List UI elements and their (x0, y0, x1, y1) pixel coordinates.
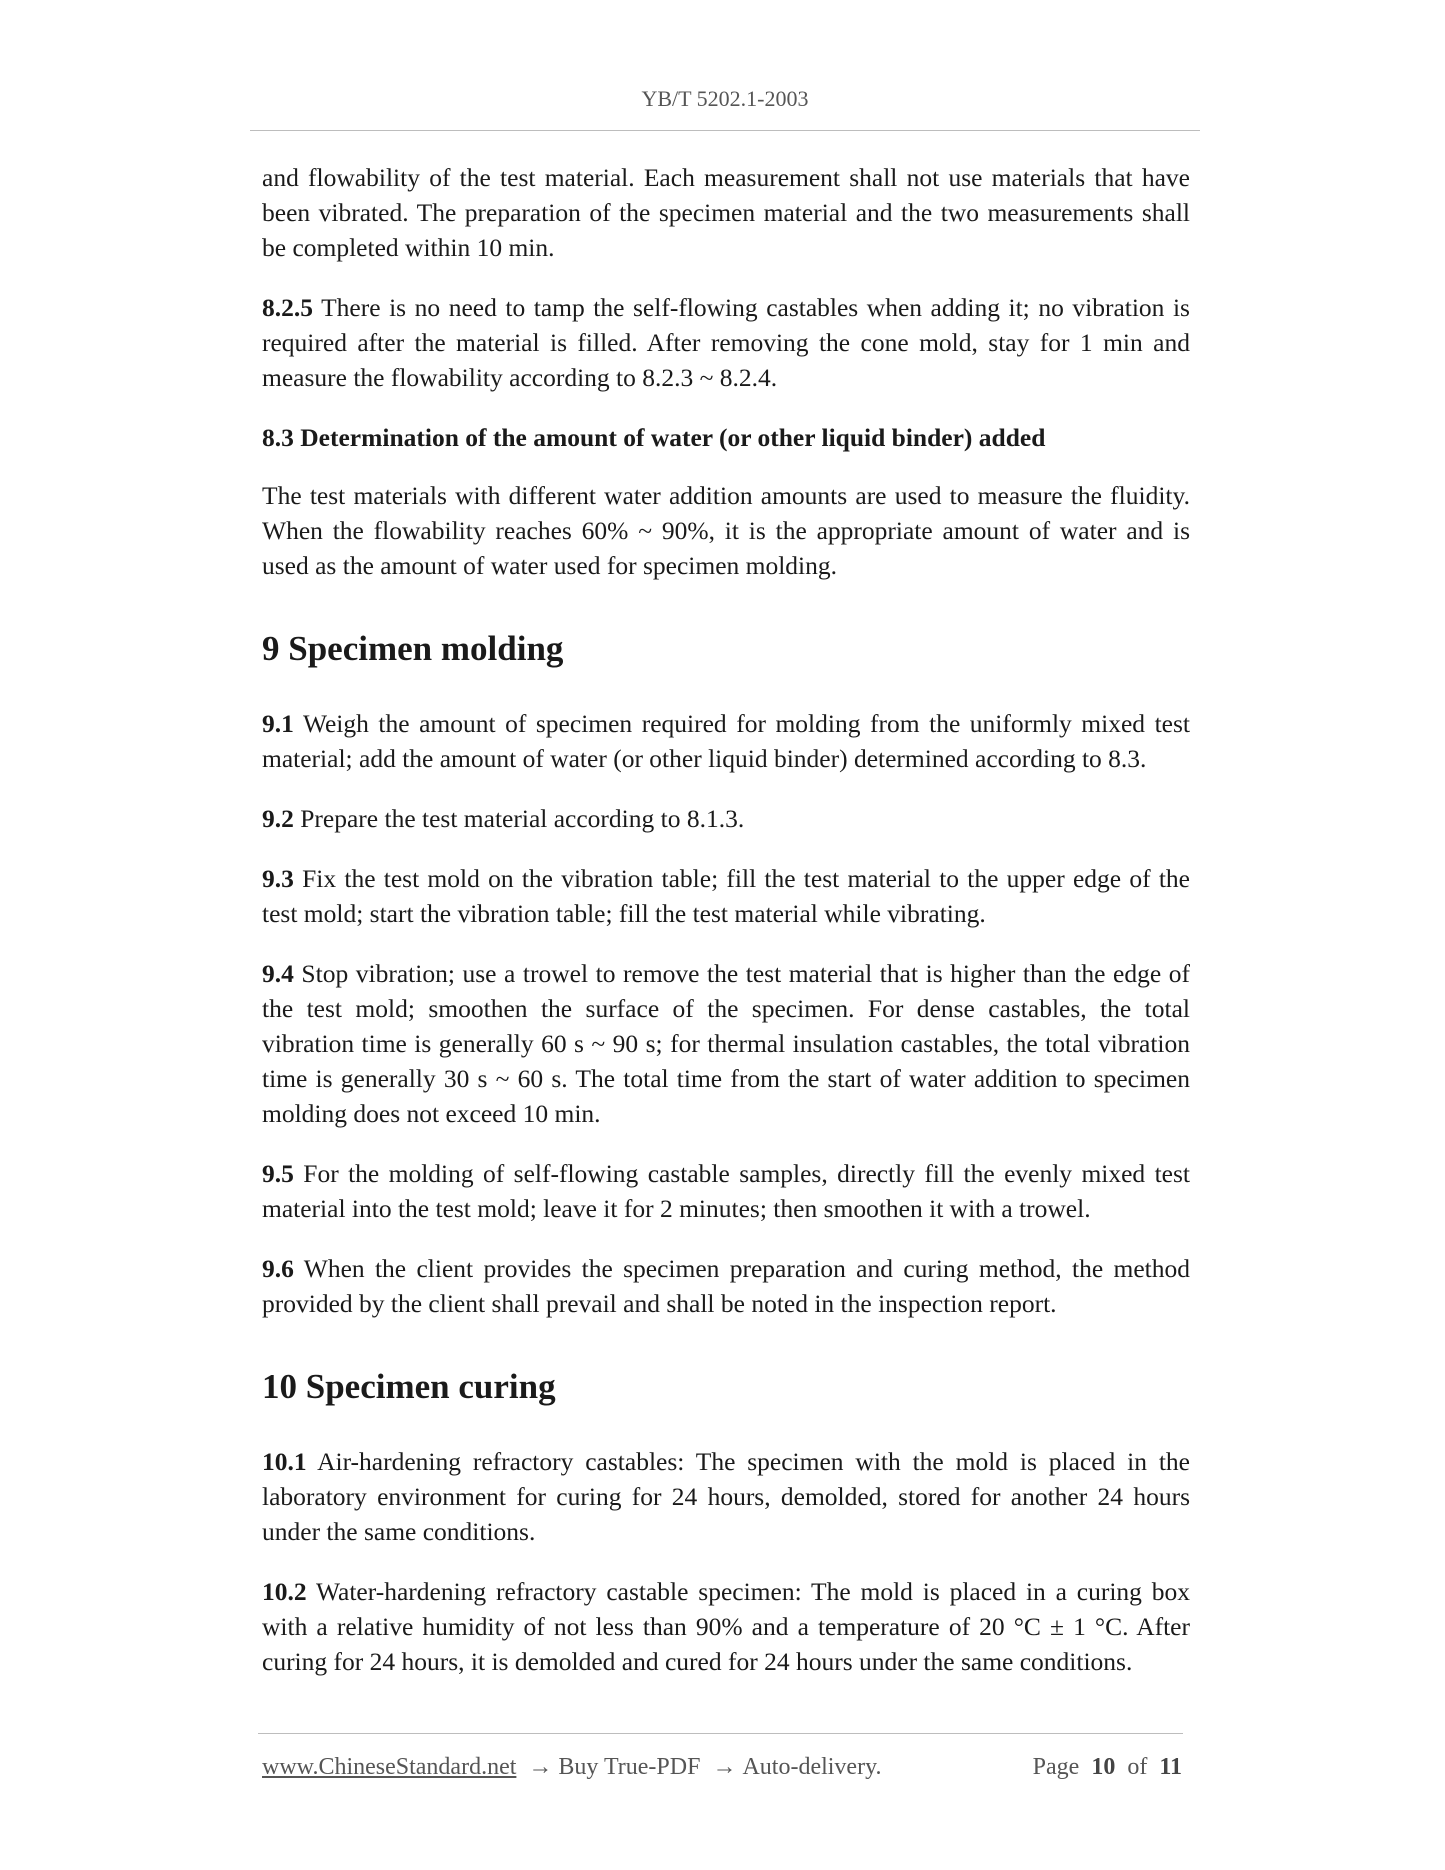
clause-text: Weigh the amount of specimen required for molding from the uniformly mixed test material; add the amount of water (or other liquid binder) determined according to 8.3. (262, 709, 1190, 773)
section-heading-9: 9 Specimen molding (262, 629, 564, 668)
buy-pdf-text: Buy True-PDF (558, 1754, 701, 1780)
clause-number: 9.1 (262, 709, 294, 738)
clause-number: 9.4 (262, 959, 294, 988)
clause-number: 10.2 (262, 1577, 307, 1606)
footer-divider (258, 1733, 1183, 1734)
page-number (1033, 1752, 1182, 1782)
clause-number: 9.5 (262, 1159, 294, 1188)
header-divider (250, 130, 1200, 131)
total-pages: 11 (1159, 1754, 1182, 1780)
page-label: Page (1032, 1754, 1080, 1780)
clause-text: Water-hardening refractory castable specimen: The mold is placed in a curing box with a relative humidity of not less than 90% and a temperature of 20 °C ± 1 °C. After curing for 24 hours, it is demolded and cured for 24 hours under the same conditions. (262, 1577, 1190, 1676)
page-footer (262, 1752, 1182, 1782)
page-header: YB/T 5202.1-2003 (641, 86, 809, 111)
clause-8-3-text: The test materials with different water addition amounts are used to measure the fluidity. When the flowability reaches 60% ~ 90%, it is the appropriate amount of water and is used as the amount of water used for specimen molding. (262, 481, 1190, 580)
clause-number: 10.1 (262, 1447, 307, 1476)
clause-text: Prepare the test material according to 8.1.3. (293, 804, 745, 833)
clause-text: Air-hardening refractory castables: The specimen with the mold is placed in the laboratory environment for curing for 24 hours, demolded, stored for another 24 hours under the same conditions. (262, 1447, 1190, 1546)
subsection-heading-8-3: 8.3 Determination of the amount of water (or other liquid binder) added (262, 423, 1046, 452)
clause-8-2-5 (262, 290, 1190, 395)
paragraph-continuation: and flowability of the test material. Each measurement shall not use materials that have been vibrated. The preparation of the specimen material and the two measurements shall be completed within 10 min. (262, 163, 1190, 262)
clause-number: 8.2.5 (262, 293, 313, 322)
clause-text: For the molding of self-flowing castable samples, directly fill the evenly mixed test material into the test mold; leave it for 2 minutes; then smoothen it with a trowel. (262, 1159, 1190, 1223)
clause-text: Fix the test mold on the vibration table; fill the test material to the upper edge of the test mold; start the vibration table; fill the test material while vibrating. (262, 864, 1190, 928)
clause-text: Stop vibration; use a trowel to remove the test material that is higher than the edge of the test mold; smoothen the surface of the specimen. For dense castables, the total vibration time is generally 60 s ~ 90 s; for thermal insulation castables, the total vibration time is generally 30 s ~ 60 s. The total time from the start of water addition to specimen molding does not exceed 10 min. (262, 959, 1190, 1128)
clause-number: 9.3 (262, 864, 294, 893)
arrow-right-icon: → (712, 1754, 737, 1780)
clause-10-1 (262, 1444, 1190, 1549)
clause-9-1 (262, 706, 1190, 776)
clause-number: 9.6 (262, 1254, 294, 1283)
website-link[interactable]: www.ChineseStandard.net (262, 1754, 517, 1780)
clause-9-2 (262, 801, 1190, 836)
section-heading-10: 10 Specimen curing (262, 1367, 556, 1406)
document-body (262, 160, 1190, 1704)
clause-number: 9.2 (262, 804, 294, 833)
clause-9-6 (262, 1251, 1190, 1321)
clause-9-3 (262, 861, 1190, 931)
clause-9-4 (262, 956, 1190, 1131)
clause-10-2 (262, 1574, 1190, 1679)
of-label: of (1127, 1754, 1148, 1780)
clause-9-5 (262, 1156, 1190, 1226)
auto-delivery-text: Auto-delivery. (742, 1754, 882, 1780)
clause-text: There is no need to tamp the self-flowing castables when adding it; no vibration is required after the material is filled. After removing the cone mold, stay for 1 min and measure the flowability according to 8.2.3 ~ 8.2.4. (262, 293, 1190, 392)
arrow-right-icon: → (528, 1754, 553, 1780)
current-page: 10 (1091, 1754, 1116, 1780)
clause-text: When the client provides the specimen preparation and curing method, the method provided by the client shall prevail and shall be noted in the inspection report. (262, 1254, 1190, 1318)
